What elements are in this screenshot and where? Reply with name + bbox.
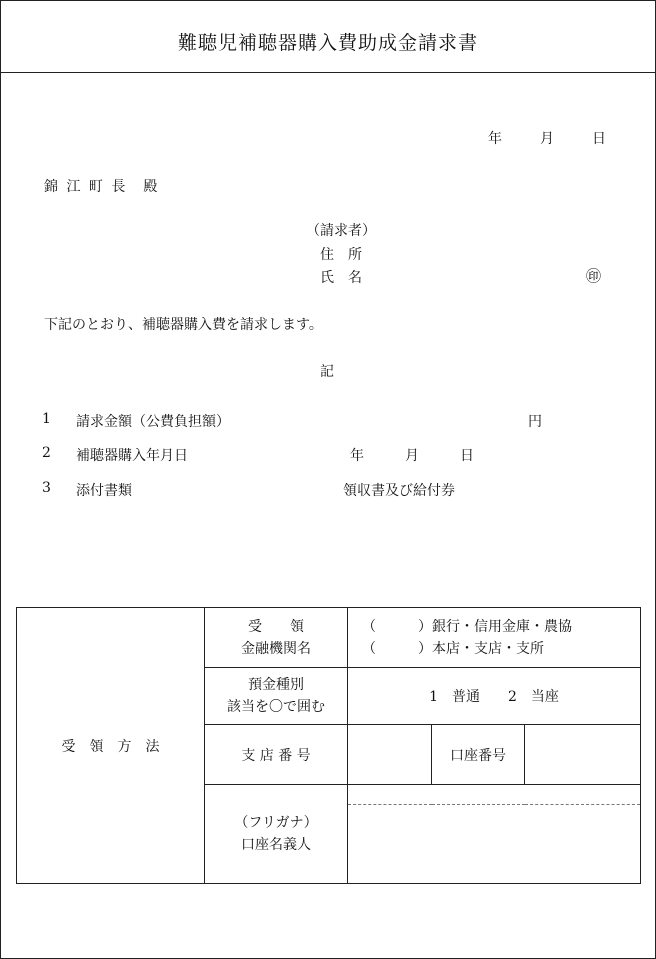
furigana-label: （フリガナ） xyxy=(234,815,318,831)
item-2-label: 補聴器購入年月日 xyxy=(76,448,188,464)
deposit-type-label-cell xyxy=(205,668,348,725)
account-number-label-cell xyxy=(432,725,525,785)
item-2-num: 2 xyxy=(42,445,51,461)
furigana-field[interactable] xyxy=(348,785,641,805)
item-2-year: 年 xyxy=(350,448,364,464)
date-month: 月 xyxy=(540,131,554,147)
item-2-day: 日 xyxy=(460,448,474,464)
item-3-label: 添付書類 xyxy=(76,483,132,499)
item-1-num: 1 xyxy=(42,411,51,427)
account-number-field[interactable] xyxy=(525,725,641,785)
document-title: 難聴児補聴器購入費助成金請求書 xyxy=(177,32,478,54)
body-text: 下記のとおり、補聴器購入費を請求します。 xyxy=(44,317,323,333)
account-number-label: 口座番号 xyxy=(450,747,506,764)
title-divider xyxy=(0,72,656,73)
institution-label: 金融機関名 xyxy=(241,640,311,657)
requester-label: （請求者） xyxy=(306,223,376,239)
name-label: 氏 名 xyxy=(320,270,362,286)
ki-heading: 記 xyxy=(320,364,334,380)
item-3-value: 領収書及び給付券 xyxy=(343,483,455,499)
bank-table xyxy=(16,607,641,884)
branch-number-label: 支 店 番 号 xyxy=(241,747,311,764)
addressee: 錦 江 町 長 殿 xyxy=(44,179,160,195)
deposit-type-field[interactable] xyxy=(348,668,641,725)
deposit-options: 1 普通 2 当座 xyxy=(429,689,559,705)
branch-type-line: （ ）本店・支店・支所 xyxy=(362,640,544,657)
receipt-method-label: 受 領 方 法 xyxy=(61,738,160,755)
account-holder-field[interactable] xyxy=(348,805,641,884)
item-1-label: 請求金額（公費負担額） xyxy=(76,414,230,430)
bank-type-line: （ ）銀行・信用金庫・農協 xyxy=(362,618,572,635)
account-holder-label-cell xyxy=(205,785,348,884)
receipt-method-cell xyxy=(17,608,205,884)
branch-number-field[interactable] xyxy=(348,725,432,785)
date-year: 年 xyxy=(488,131,502,147)
item-2-month: 月 xyxy=(405,448,419,464)
date-day: 日 xyxy=(592,131,606,147)
deposit-type-label: 預金種別 xyxy=(248,677,304,693)
item-1-value: 円 xyxy=(528,414,542,430)
account-holder-label: 口座名義人 xyxy=(241,837,311,853)
bank-name-label-cell xyxy=(205,608,348,668)
seal-mark: ㊞ xyxy=(586,267,602,285)
item-3-num: 3 xyxy=(42,480,51,496)
address-label: 住 所 xyxy=(320,247,362,263)
branch-number-label-cell xyxy=(205,725,348,785)
bank-name-field[interactable] xyxy=(348,608,641,668)
deposit-type-instruction: 該当を〇で囲む xyxy=(227,699,325,715)
receive-label: 受 領 xyxy=(248,618,304,635)
